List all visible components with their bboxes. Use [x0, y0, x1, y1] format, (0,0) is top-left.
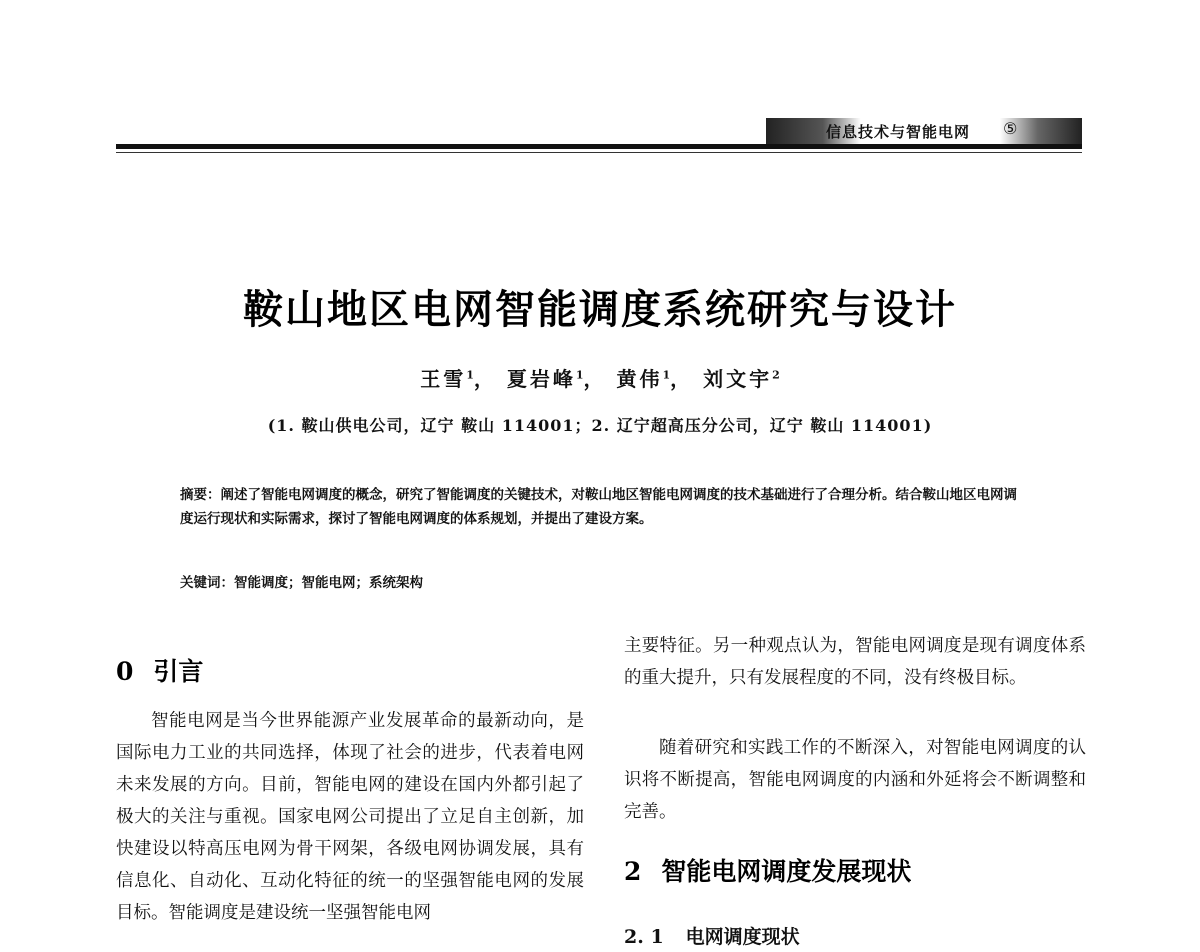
author-affiliation-mark: 1 [662, 368, 671, 382]
section-number: 2 [624, 857, 642, 886]
author-name: 刘文宇 [703, 367, 773, 391]
keywords-label: 关键词： [180, 575, 234, 591]
subsection-title: 电网调度现状 [685, 926, 800, 948]
keywords [180, 571, 423, 591]
author-name: 夏岩峰 [506, 367, 576, 391]
subsection-number: 2. 1 [624, 926, 664, 948]
running-header-section: 信息技术与智能电网 [826, 123, 971, 141]
right-column-paragraph-1: 主要特征。另一种观点认为，智能电网调度是现有调度体系的重大提升，只有发展程度的不同，没有终极目标。 [624, 636, 1086, 688]
abstract [180, 483, 1028, 531]
section-title: 智能电网调度发展现状 [661, 857, 912, 886]
keywords-text: 智能调度；智能电网；系统架构 [234, 575, 423, 591]
section-heading-2 [624, 852, 911, 888]
abstract-text: 阐述了智能电网调度的概念，研究了智能调度的关键技术，对鞍山地区智能电网调度的技术基础进行了合理分析。结合鞍山地区电网调度运行现状和实际需求，探讨了智能电网调度的体系规划，并提出了建设方案。 [180, 487, 1017, 527]
paper-title: 鞍山地区电网智能调度系统研究与设计 [243, 286, 957, 333]
page-number-icon: ⑤ [1003, 119, 1018, 138]
author-name: 王雪 [420, 367, 467, 391]
section-heading-0 [116, 652, 203, 688]
author-affiliation-mark: 1 [466, 368, 474, 382]
author-affiliation-mark: 2 [772, 368, 780, 382]
intro-paragraph: 智能电网是当今世界能源产业发展革命的最新动向，是国际电力工业的共同选择，体现了社会的进步，代表着电网未来发展的方向。目前，智能电网的建设在国内外都引起了极大的关注与重视。国家电网公司提出了立足自主创新，加快建设以特高压电网为骨干网架，各级电网协调发展，具有信息化、自动化、互动化特征的统一的坚强智能电网的发展目标。智能调度是建设统一坚强智能电网 [116, 711, 584, 923]
section-title: 引言 [153, 657, 204, 686]
right-column-paragraph-2: 随着研究和实践工作的不断深入，对智能电网调度的认识将不断提高，智能电网调度的内涵和外延将会不断调整和完善。 [624, 738, 1086, 822]
author-affiliation-mark: 1 [575, 368, 584, 382]
subsection-heading-2-1 [624, 922, 800, 949]
affiliations: (1. 鞍山供电公司，辽宁 鞍山 114001；2. 辽宁超高压分公司，辽宁 鞍山 114001) [267, 416, 933, 435]
abstract-label: 摘要： [180, 487, 221, 503]
author-name: 黄伟 [616, 367, 663, 391]
section-number: 0 [116, 657, 134, 686]
header-rule-thin [116, 152, 1082, 153]
author-line: 王雪$^1$， 夏岩峰$^1$， 黄伟$^1$， 刘文宇$^2$ [420, 367, 780, 391]
header-rule [116, 144, 1082, 149]
